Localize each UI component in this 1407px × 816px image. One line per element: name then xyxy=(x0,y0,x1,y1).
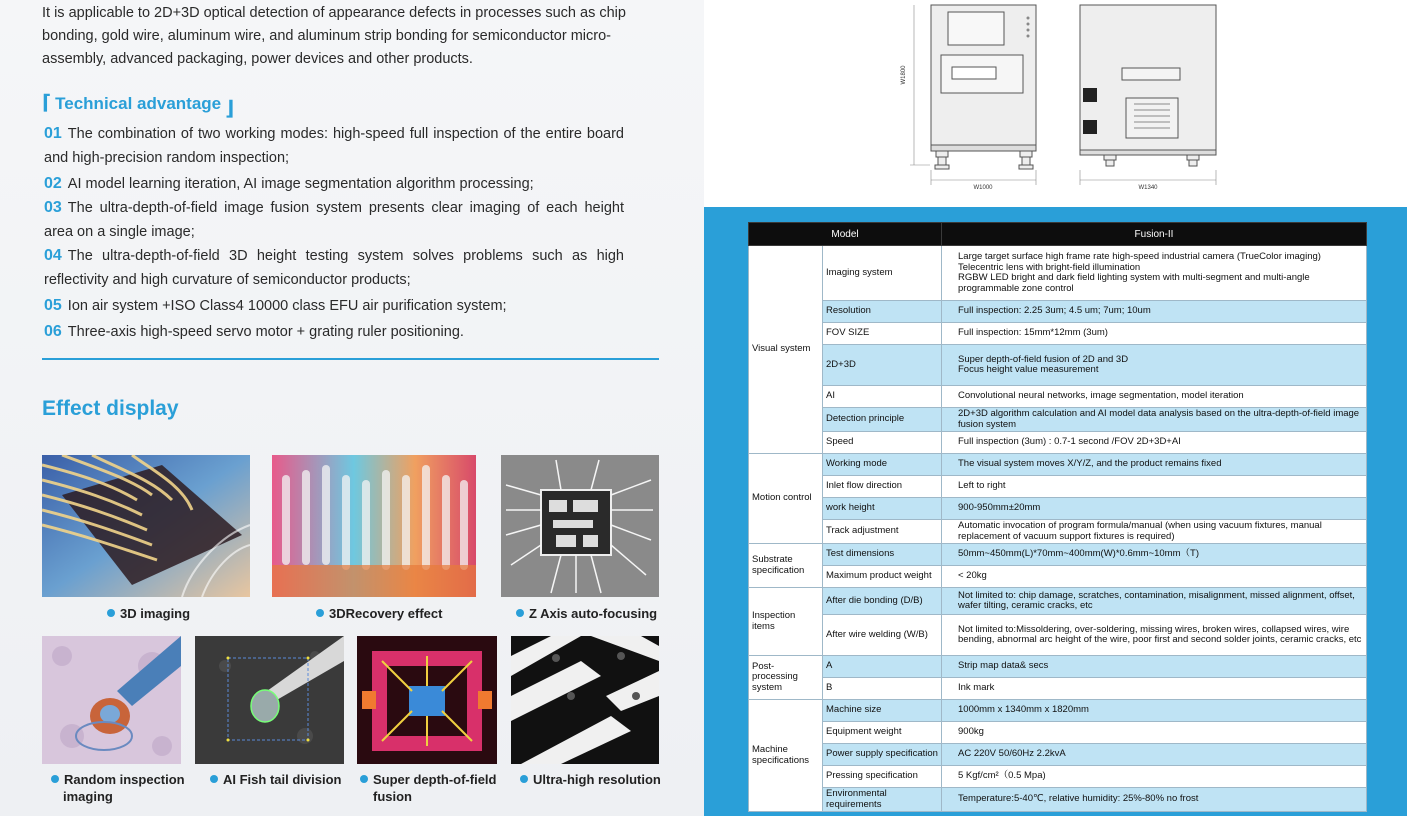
row-value: 900-950mm±20mm xyxy=(942,498,1367,520)
bullet-dot-icon xyxy=(51,775,59,783)
table-row xyxy=(749,498,1367,520)
row-value: Ink mark xyxy=(942,678,1367,700)
list-item xyxy=(44,172,624,196)
caption-text: 3DRecovery effect xyxy=(329,606,443,621)
row-value xyxy=(942,246,1367,301)
bullet-dot-icon xyxy=(107,609,115,617)
value-line: Focus height value measurement xyxy=(958,364,1099,375)
caption-random-inspection xyxy=(51,771,185,805)
3d-recovery-image xyxy=(272,455,476,597)
table-row xyxy=(749,301,1367,323)
caption-ai-fish-tail xyxy=(210,771,341,788)
row-label: Speed xyxy=(823,432,942,454)
table-row xyxy=(749,615,1367,656)
bullet-dot-icon xyxy=(210,775,218,783)
table-row xyxy=(749,345,1367,386)
group-motion: Motion control xyxy=(749,454,823,544)
row-label: Power supply specification xyxy=(823,744,942,766)
caption-3d-recovery xyxy=(316,605,442,622)
row-label: Environmental requirements xyxy=(823,788,942,812)
item-number: 05 xyxy=(44,297,62,314)
row-label: Detection principle xyxy=(823,408,942,432)
bullet-dot-icon xyxy=(516,609,524,617)
table-row xyxy=(749,678,1367,700)
value-line: RGBW LED bright and dark field lighting system with multi-segment and multi-angle programmable zone control xyxy=(958,272,1310,294)
header-model: Model xyxy=(749,223,942,246)
group-inspection: Inspection items xyxy=(749,588,823,656)
caption-text: AI Fish tail division xyxy=(223,772,342,787)
caption-3d-imaging xyxy=(107,605,190,622)
caption-super-depth xyxy=(360,771,497,805)
item-text: Ion air system +ISO Class4 10000 class EFU air purification system; xyxy=(67,298,507,314)
table-row xyxy=(749,323,1367,345)
bracket-left-icon: ⌈ xyxy=(42,92,52,114)
table-header-row xyxy=(749,223,1367,246)
row-label: AI xyxy=(823,386,942,408)
table-row xyxy=(749,246,1367,301)
caption-z-axis xyxy=(516,605,657,622)
value-line: Super depth-of-field fusion of 2D and 3D xyxy=(958,353,1129,365)
row-value: Not limited to:Missoldering, over-soldering, missing wires, broken wires, collapsed wires, wire bending, abnormal arc height of the wire, poor first and second solder joints, ceramic cracks, etc xyxy=(942,615,1367,656)
list-item xyxy=(44,196,624,244)
technical-advantage-title: Technical advantage xyxy=(55,94,222,113)
list-item xyxy=(44,122,624,170)
row-label: Resolution xyxy=(823,301,942,323)
technical-advantage-heading xyxy=(42,90,235,120)
table-row xyxy=(749,766,1367,788)
table-row xyxy=(749,566,1367,588)
machine-drawing-svg xyxy=(704,0,1407,207)
caption-text: imaging xyxy=(63,789,113,804)
row-value: Strip map data& secs xyxy=(942,656,1367,678)
item-number: 04 xyxy=(44,247,62,264)
row-value: 1000mm x 1340mm x 1820mm xyxy=(942,700,1367,722)
table-row xyxy=(749,476,1367,498)
group-substrate: Substrate specification xyxy=(749,544,823,588)
caption-text: Random inspection xyxy=(64,772,185,787)
table-row xyxy=(749,744,1367,766)
item-text: The combination of two working modes: high-speed full inspection of the entire board and high-precision random inspection; xyxy=(44,126,624,166)
row-label: A xyxy=(823,656,942,678)
row-value: Not limited to: chip damage, scratches, contamination, misalignment, missed alignment, offset, wafer tilting, ceramic cracks, etc xyxy=(942,588,1367,615)
table-row xyxy=(749,386,1367,408)
spec-panel xyxy=(704,207,1407,816)
row-value: Automatic invocation of program formula/manual (when using vacuum fixtures, manual replacement of vacuum support fixtures is required) xyxy=(942,520,1367,544)
row-value: Full inspection (3um) : 0.7-1 second /FOV 2D+3D+AI xyxy=(942,432,1367,454)
item-text: Three-axis high-speed servo motor + grating ruler positioning. xyxy=(67,324,464,340)
ultra-high-resolution-image xyxy=(511,636,659,764)
row-label: Track adjustment xyxy=(823,520,942,544)
caption-text: Super depth-of-field xyxy=(373,772,497,787)
row-value: 5 Kgf/cm²（0.5 Mpa) xyxy=(942,766,1367,788)
table-row xyxy=(749,656,1367,678)
row-label: Equipment weight xyxy=(823,722,942,744)
bullet-dot-icon xyxy=(520,775,528,783)
bracket-right-icon: ⌋ xyxy=(225,98,235,120)
caption-text: Ultra-high resolution xyxy=(533,772,661,787)
row-label: After die bonding (D/B) xyxy=(823,588,942,615)
item-number: 03 xyxy=(44,199,62,216)
caption-text: 3D imaging xyxy=(120,606,191,621)
bullet-dot-icon xyxy=(360,775,368,783)
height-label: W1800 xyxy=(901,65,907,85)
table-row xyxy=(749,700,1367,722)
caption-ultra-high-resolution xyxy=(520,771,661,788)
list-item xyxy=(44,244,624,292)
super-depth-fusion-image xyxy=(357,636,497,764)
front-width-label: W1000 xyxy=(973,185,993,191)
item-text: The ultra-depth-of-field image fusion system presents clear imaging of each height area on a single image; xyxy=(44,200,624,240)
item-text: The ultra-depth-of-field 3D height testing system solves problems such as high reflectivity and high curvature of semiconductor products; xyxy=(44,248,624,288)
table-row xyxy=(749,454,1367,476)
3d-imaging-image xyxy=(42,455,250,597)
table-row xyxy=(749,520,1367,544)
table-row xyxy=(749,408,1367,432)
table-row xyxy=(749,722,1367,744)
item-number: 01 xyxy=(44,125,62,142)
row-value: < 20kg xyxy=(942,566,1367,588)
list-item xyxy=(44,320,624,344)
row-label: Inlet flow direction xyxy=(823,476,942,498)
table-row xyxy=(749,588,1367,615)
advantage-list xyxy=(44,122,624,344)
row-label: Pressing specification xyxy=(823,766,942,788)
group-post: Post-processing system xyxy=(749,656,823,700)
row-value: The visual system moves X/Y/Z, and the product remains fixed xyxy=(942,454,1367,476)
table-row xyxy=(749,544,1367,566)
row-value: Convolutional neural networks, image segmentation, model iteration xyxy=(942,386,1367,408)
list-item xyxy=(44,294,624,318)
caption-text: fusion xyxy=(373,789,412,804)
table-row xyxy=(749,788,1367,812)
row-label: work height xyxy=(823,498,942,520)
row-label: Working mode xyxy=(823,454,942,476)
header-product: Fusion-II xyxy=(942,223,1367,246)
side-width-label: W1340 xyxy=(1138,185,1158,191)
machine-drawing xyxy=(704,0,1407,207)
row-value: Temperature:5-40℃, relative humidity: 25%-80% no frost xyxy=(942,788,1367,812)
row-label: After wire welding (W/B) xyxy=(823,615,942,656)
z-axis-image xyxy=(501,455,659,597)
row-value: AC 220V 50/60Hz 2.2kvA xyxy=(942,744,1367,766)
row-value: 900kg xyxy=(942,722,1367,744)
table-row xyxy=(749,432,1367,454)
item-number: 06 xyxy=(44,323,62,340)
value-line: Large target surface high frame rate high-speed industrial camera (TrueColor imaging) xyxy=(958,251,1321,262)
item-text: AI model learning iteration, AI image segmentation algorithm processing; xyxy=(67,176,534,192)
group-visual: Visual system xyxy=(749,246,823,454)
row-label: FOV SIZE xyxy=(823,323,942,345)
row-label: Imaging system xyxy=(823,246,942,301)
intro-paragraph: It is applicable to 2D+3D optical detection of appearance defects in processes such as chip bonding, gold wire, aluminum wire, and aluminum strip bonding for semiconductor micro-assembly, advanced packaging, power devices and other products. xyxy=(42,5,626,67)
row-value xyxy=(942,345,1367,386)
section-divider xyxy=(42,358,659,360)
row-value: Full inspection: 2.25 3um; 4.5 um; 7um; 10um xyxy=(942,301,1367,323)
row-value: Full inspection: 15mm*12mm (3um) xyxy=(942,323,1367,345)
value-line: Telecentric lens with bright-field illumination xyxy=(958,261,1141,273)
effect-display-title: Effect display xyxy=(42,397,179,420)
group-machine: Machine specifications xyxy=(749,700,823,812)
row-label: B xyxy=(823,678,942,700)
row-label: Machine size xyxy=(823,700,942,722)
item-number: 02 xyxy=(44,175,62,192)
row-label: 2D+3D xyxy=(823,345,942,386)
row-value: 50mm~450mm(L)*70mm~400mm(W)*0.6mm~10mm（T) xyxy=(942,544,1367,566)
row-label: Test dimensions xyxy=(823,544,942,566)
row-value: 2D+3D algorithm calculation and AI model data analysis based on the ultra-depth-of-field image fusion system xyxy=(942,408,1367,432)
caption-text: Z Axis auto-focusing xyxy=(529,606,658,621)
bullet-dot-icon xyxy=(316,609,324,617)
spec-table xyxy=(748,222,1367,812)
row-value: Left to right xyxy=(942,476,1367,498)
ai-fish-tail-image xyxy=(195,636,344,764)
row-label: Maximum product weight xyxy=(823,566,942,588)
random-inspection-image xyxy=(42,636,181,764)
